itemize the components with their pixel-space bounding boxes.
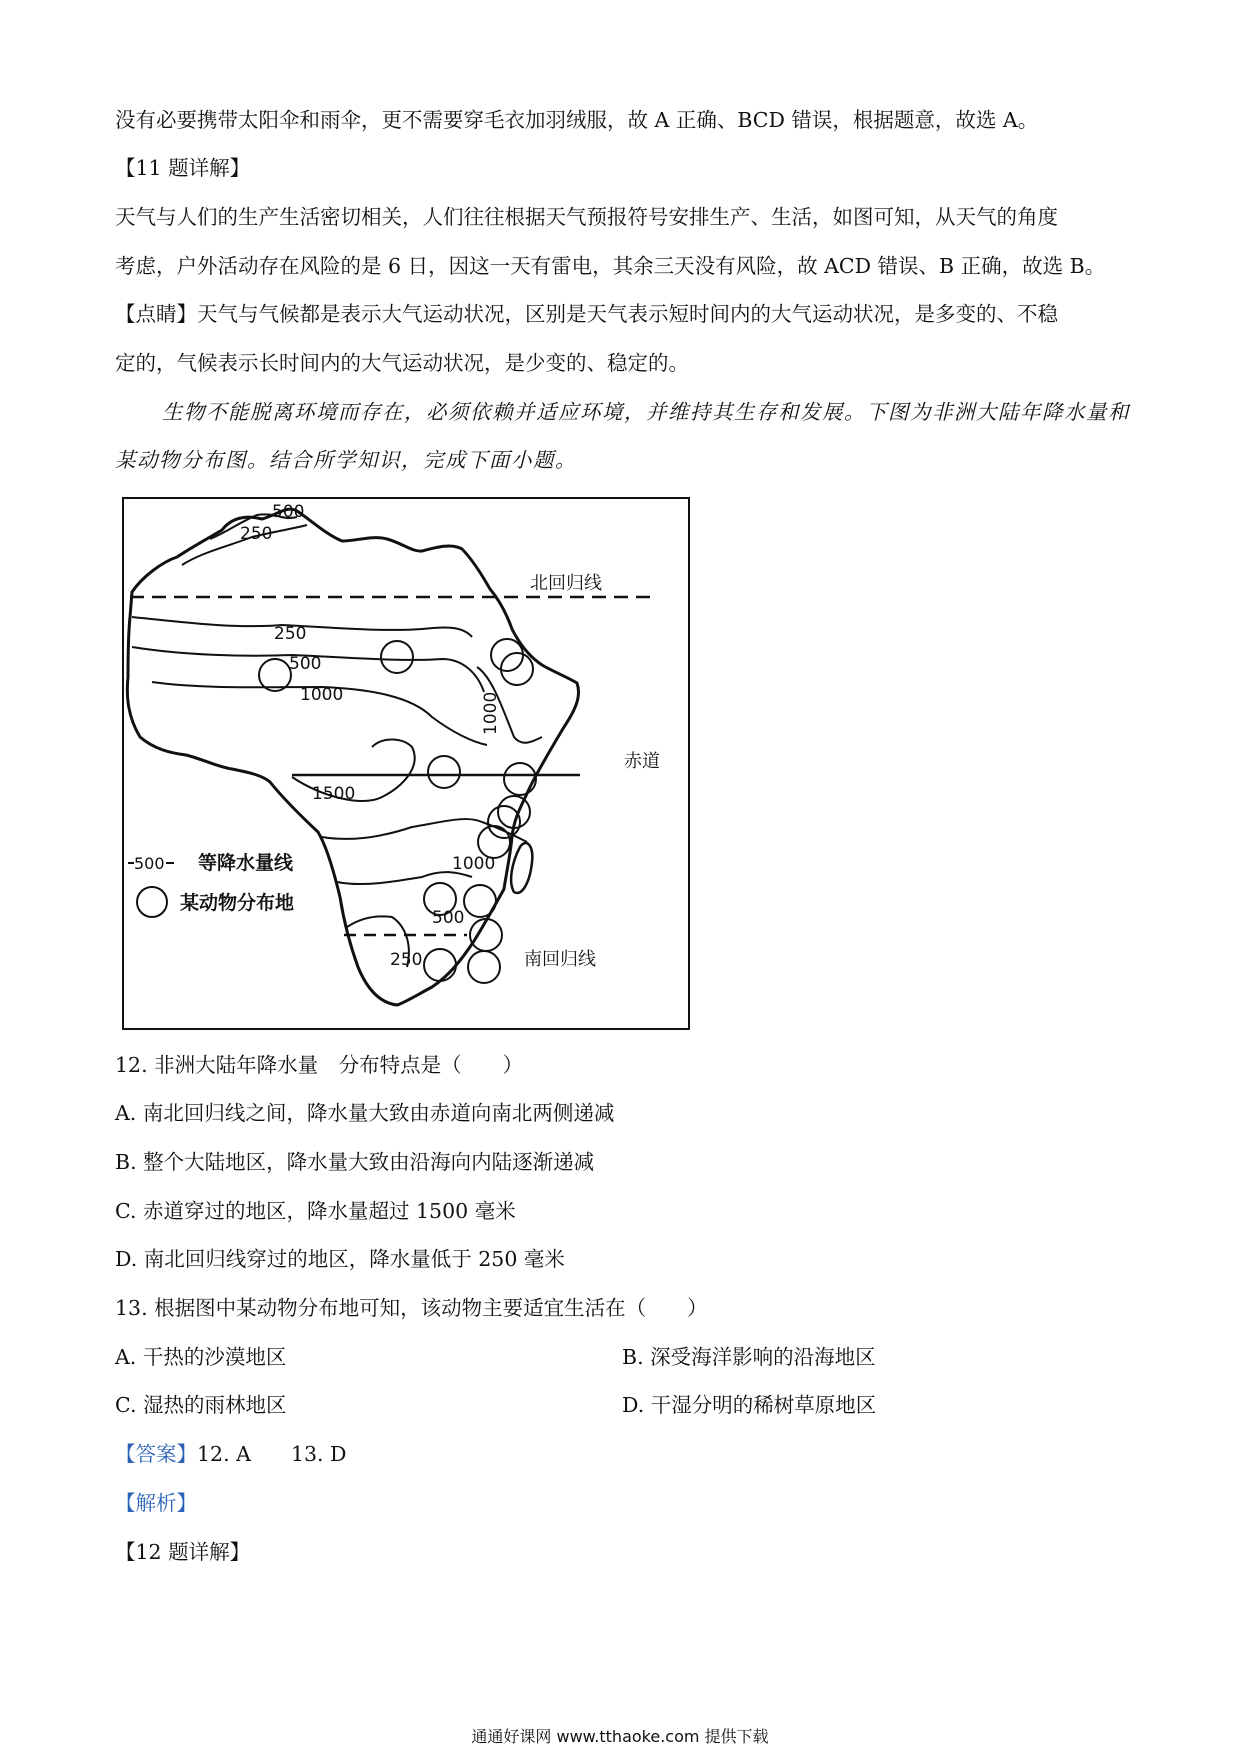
paragraph-intro-line1: 生物不能脱离环境而存在，必须依赖并适应环境，并维持其生存和发展。下图为非洲大陆年降水量和 — [162, 400, 1130, 424]
label-equator: 赤道 — [624, 751, 660, 772]
answer-12: 12. A — [197, 1442, 251, 1466]
q13-option-a: A. 干热的沙漠地区 — [115, 1345, 287, 1369]
iso-label-north-250: 250 — [240, 524, 273, 544]
label-north-tropic: 北回归线 — [530, 573, 602, 594]
iso-label-1500: 1500 — [312, 784, 356, 804]
q12-option-d: D. 南北回归线穿过的地区，降水量低于 250 毫米 — [115, 1247, 565, 1271]
q13-stem: 13. 根据图中某动物分布地可知，该动物主要适宜生活在（ ） — [115, 1296, 708, 1320]
q13-option-b: B. 深受海洋影响的沿海地区 — [622, 1345, 876, 1369]
q12-option-b: B. 整个大陆地区，降水量大致由沿海向内陆逐渐递减 — [115, 1150, 595, 1174]
q12-option-a: A. 南北回归线之间，降水量大致由赤道向南北两侧递减 — [115, 1101, 615, 1125]
paragraph-intro-line2: 某动物分布图。结合所学知识，完成下面小题。 — [115, 448, 577, 472]
analysis-tag: 【解析】 — [115, 1491, 197, 1515]
iso-label-south-500: 500 — [432, 908, 465, 928]
iso-label-south-1000: 1000 — [452, 854, 496, 874]
africa-precipitation-map — [122, 497, 690, 1030]
answer-tag: 【答案】 — [115, 1442, 197, 1466]
paragraph-conclusion-10: 没有必要携带太阳伞和雨伞，更不需要穿毛衣加羽绒服，故 A 正确、BCD 错误，根据题意，故选 A。 — [115, 108, 1039, 132]
paragraph-tip-line2: 定的，气候表示长时间内的大气运动状况，是少变的、稳定的。 — [115, 351, 689, 375]
label-south-tropic: 南回归线 — [524, 949, 596, 970]
q12-option-c: C. 赤道穿过的地区，降水量超过 1500 毫米 — [115, 1199, 516, 1223]
iso-label-north-500: 500 — [272, 502, 305, 522]
page-footer: 通通好课网 www.tthaoke.com 提供下载 — [471, 1727, 769, 1746]
legend-isoline-label: 等降水量线 — [198, 852, 294, 874]
paragraph-q11-line1: 天气与人们的生产生活密切相关，人们往往根据天气预报符号安排生产、生活，如图可知，从天气的角度 — [115, 205, 1058, 229]
answer-13: 13. D — [290, 1442, 347, 1466]
iso-label-1000: 1000 — [300, 685, 344, 705]
q13-option-c: C. 湿热的雨林地区 — [115, 1393, 287, 1417]
heading-q11-detail: 【11 题详解】 — [115, 156, 251, 180]
iso-label-1000-east: 1000 — [481, 691, 501, 735]
iso-label-500: 500 — [289, 654, 322, 674]
paragraph-tip-line1: 【点睛】天气与气候都是表示大气运动状况，区别是天气表示短时间内的大气运动状况，是多变的、不稳 — [115, 302, 1058, 326]
q13-option-d: D. 干湿分明的稀树草原地区 — [622, 1393, 877, 1417]
answer-line — [115, 1440, 347, 1468]
iso-label-south-250: 250 — [390, 950, 423, 970]
legend-animal-label: 某动物分布地 — [180, 892, 295, 914]
q12-stem: 12. 非洲大陆年降水量 分布特点是（ ） — [115, 1053, 524, 1077]
paragraph-q11-line2: 考虑，户外活动存在风险的是 6 日，因这一天有雷电，其余三天没有风险，故 ACD 错误、B 正确，故选 B。 — [115, 254, 1106, 278]
heading-q12-detail: 【12 题详解】 — [115, 1540, 251, 1564]
iso-label-250: 250 — [274, 624, 307, 644]
legend-isoline-sample: 500 — [134, 854, 165, 873]
